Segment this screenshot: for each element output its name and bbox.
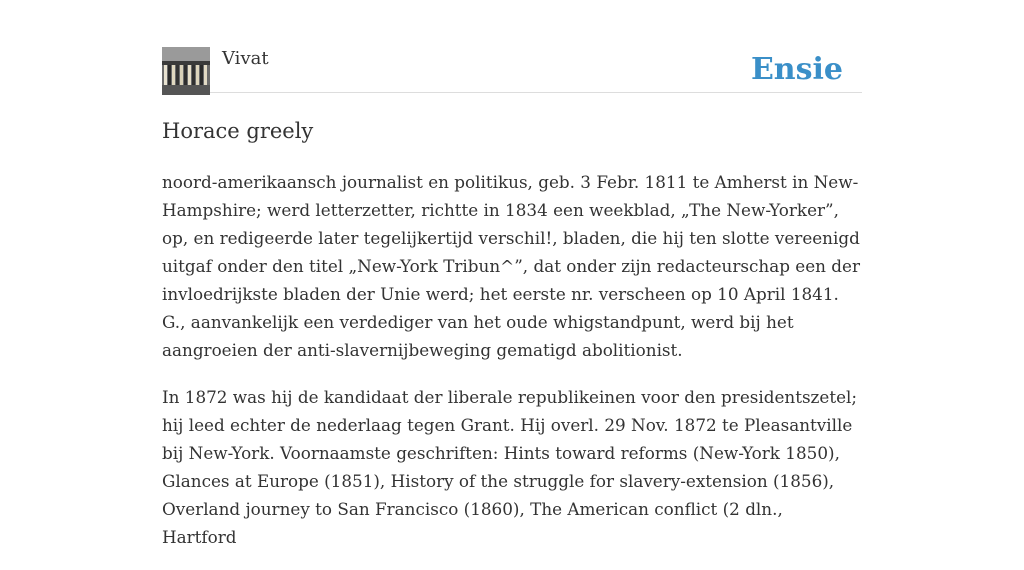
page-title: Horace greely [162, 119, 314, 143]
paragraph: In 1872 was hij de kandidaat der liberale republikeinen voor den presidentszetel; hij leed echter de nederlaag tegen Grant. Hij overl. 29 Nov. 1872 te Pleasantville bij New-York. Voornaamste geschriften: Hints toward reforms (New-York 1850), Glances at Europe (1851), History of the struggle for slavery-extension (1856), Overland journey to San Francisco (1860), The American conflict (2 dln., Hartford [162, 387, 858, 547]
paragraph: noord-amerikaansch journalist en politikus, geb. 3 Febr. 1811 te Amherst in New-Hampshire; werd letterzetter, richtte in 1834 een weekblad, „The New-Yorker”, op, en redigeerde later tegelijkertijd verschil!, bladen, die hij ten slotte vereenigd uitgaf onder den titel „New-York Tribun^”, dat onder zijn redacteurschap een der invloedrijkste bladen der Unie werd; het eerste nr. verscheen op 10 April 1841. G., aanvankelijk een verdediger van het oude whigstandpunt, werd bij het aangroeien der anti-slavernijbeweging gematigd abolitionist. [162, 172, 860, 360]
author-name[interactable]: Vivat [222, 48, 269, 69]
header [162, 46, 862, 93]
article-body [162, 168, 862, 570]
brand-logo[interactable]: Ensie [750, 52, 843, 87]
books-avatar-icon[interactable] [162, 47, 210, 95]
